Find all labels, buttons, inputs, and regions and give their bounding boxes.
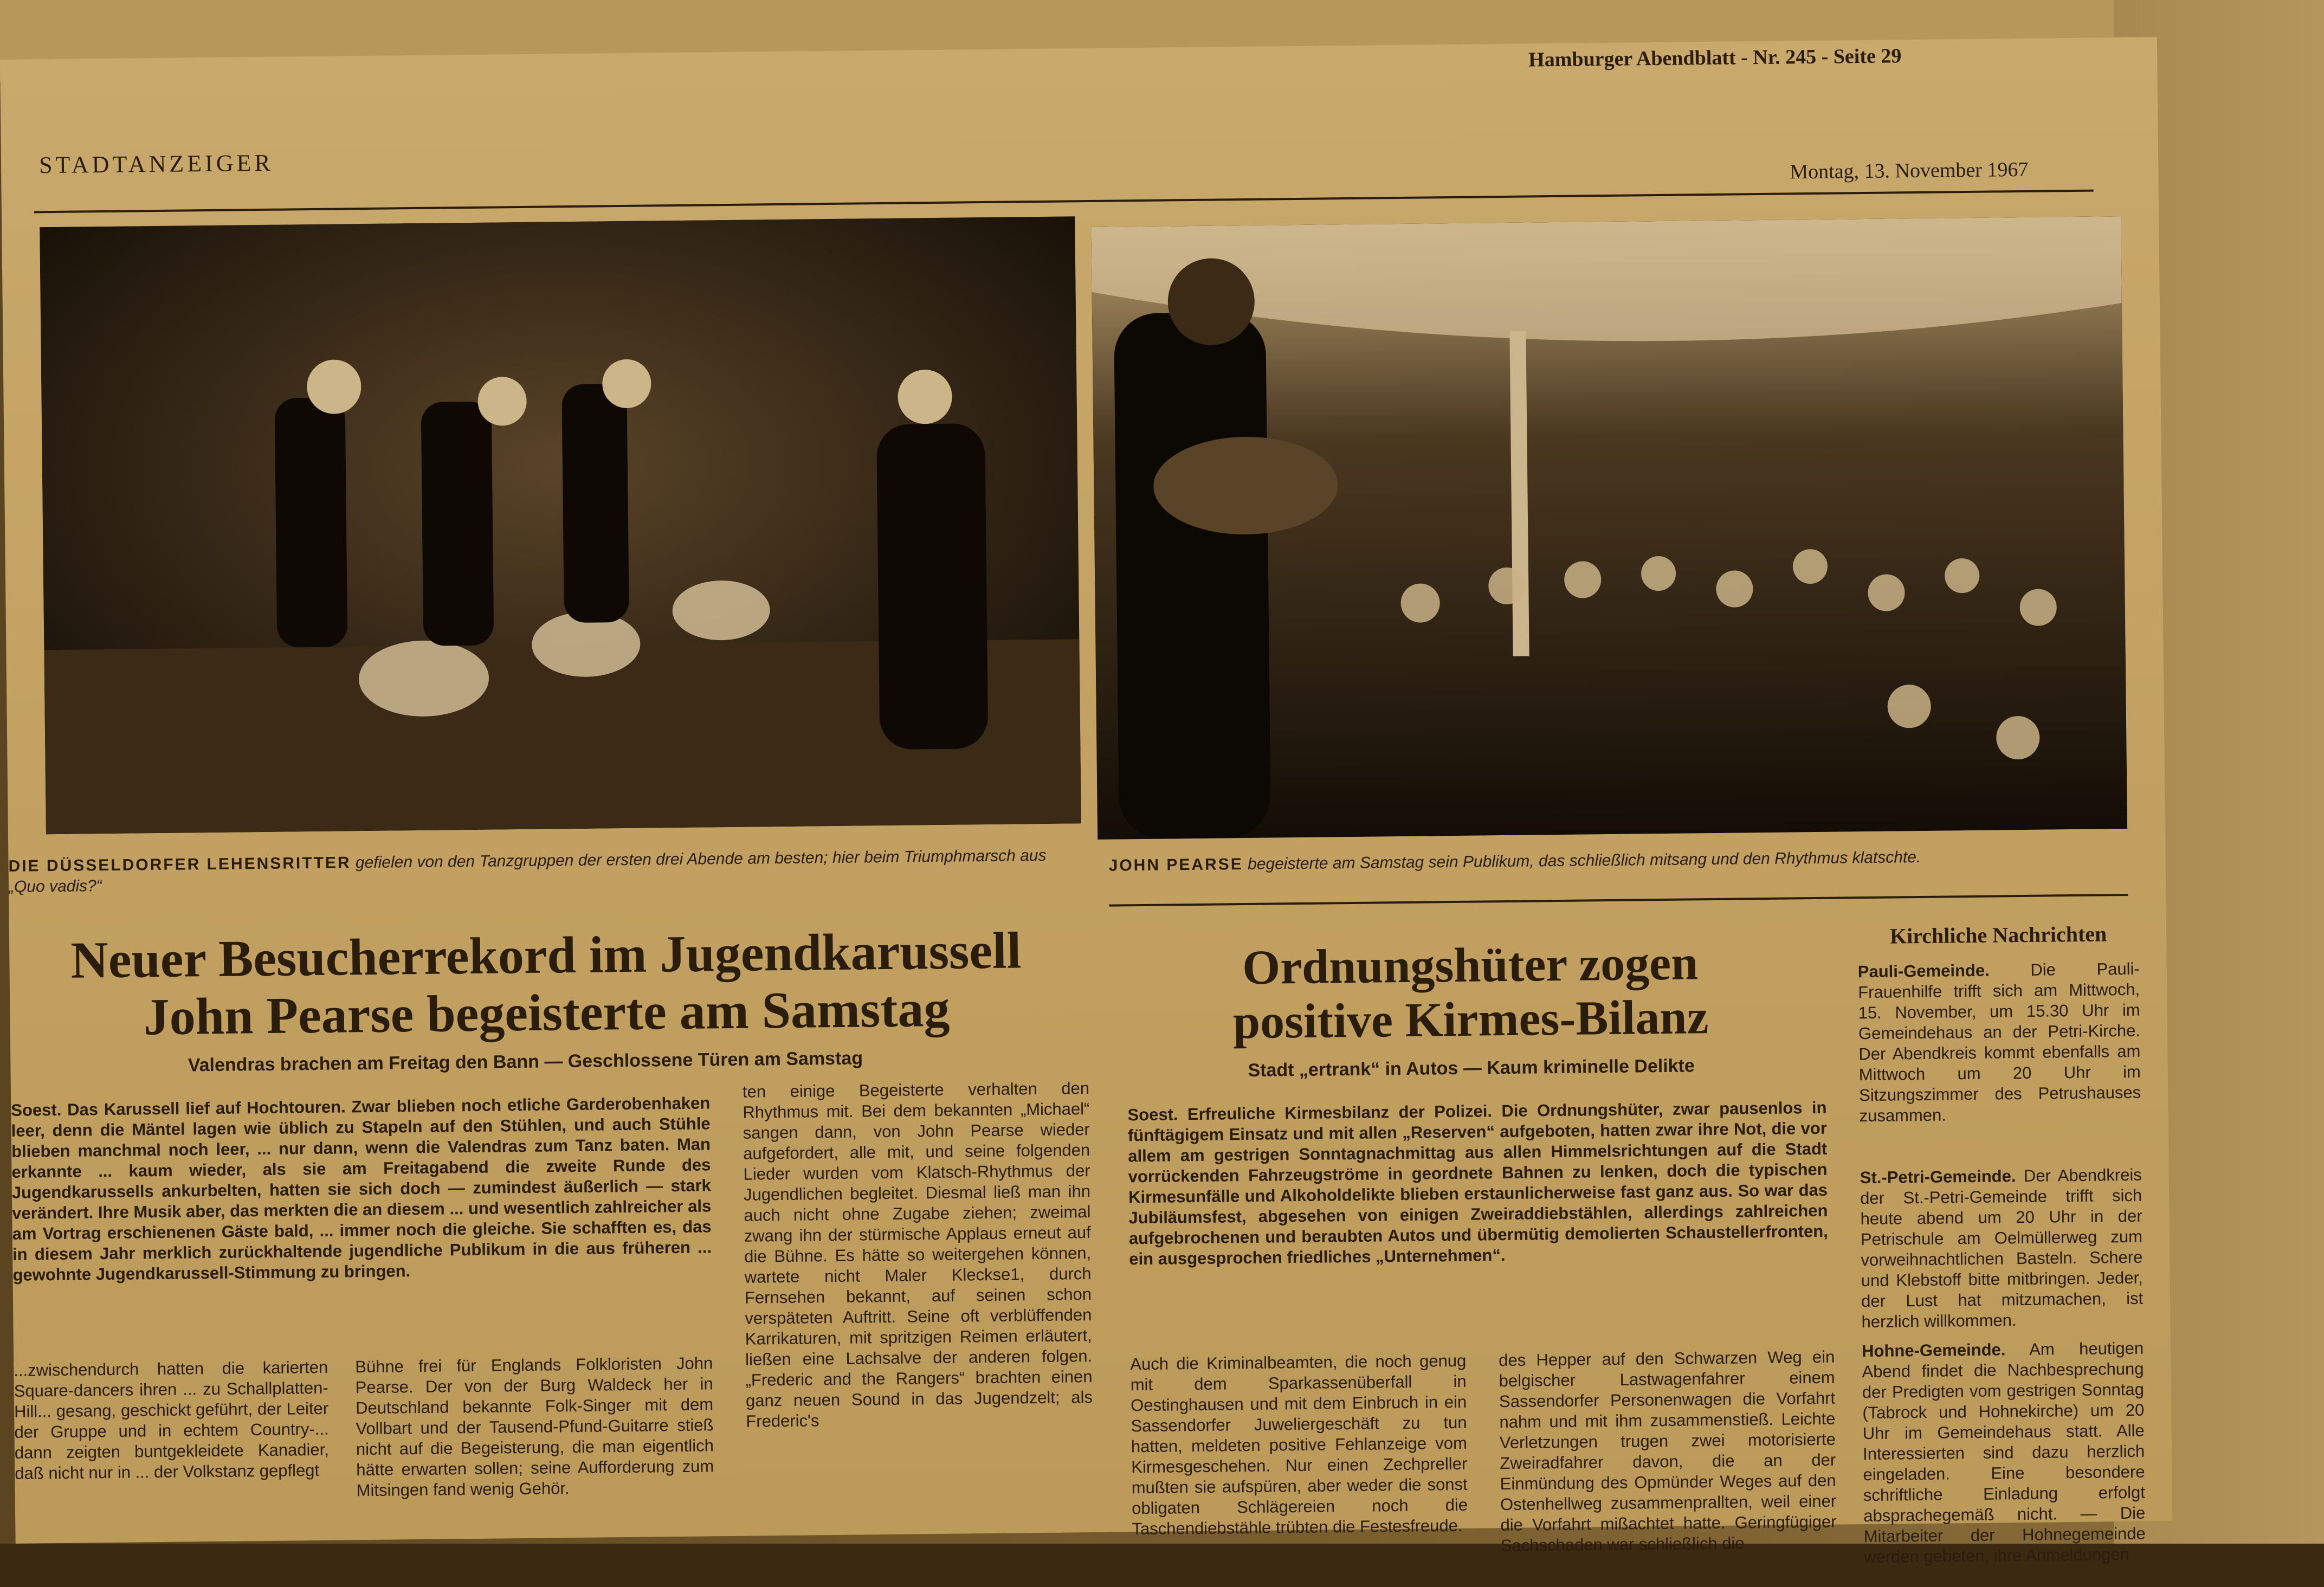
article1-headline [9, 921, 1083, 1047]
caption-left-name: DIE DÜSSELDORFER LEHENSRITTER [8, 854, 351, 875]
caption-right-text: begeisterte am Samstag sein Publikum, das schließlich mitsang und den Rhythmus klatschte. [1247, 848, 1921, 873]
photo-dancers-illustration [40, 216, 1081, 834]
church-hohne-text: Am heutigen Abend findet die Nachbesprechung der Predigten vom gestrigen Sonntag (Tabrock und Hohnekirche) um 20 Uhr im Gemeindehaus statt. Alle Interessierten sind dazu herzlich eingeladen. Eine besondere schriftliche Einladung erfolgt absprachegemäß nicht. — Die Mitarbeiter der Hohnegemeinde werden gebeten, ihre Anmeldungen [1862, 1338, 2146, 1567]
article1-lead: Soest. Das Karussell lief auf Hochtouren. Zwar blieben noch etliche Garderobenhaken leer, denn die Mäntel lagen wie üblich zu Stapeln auf den Stühlen, und auch Stühle blieben manchmal noch leer, ... nur dann, wenn die Valendras zum Tanz baten. Man erkannte ... kaum wieder, als sie am Freitagabend die zweite Runde des Jugendkarussells ankurbelten, hatten sie sich doch — zumindest äußerlich — stark verändert. Ihre Musik aber, das merkten die an diesem ... und wesentlich zahlreicher als am Vortrag erschienenen Gäste bald, ... immer noch die gleiche. Sie schafften es, das in diesem Jahr merklich zurückhaltende jugendliche Publikum in die aus früheren ... gewohnte Jugendkarussell-Stimmung zu bringen. [11, 1093, 712, 1285]
issue-date: Montag, 13. November 1967 [1790, 158, 2029, 184]
church-petri-text: Der Abendkreis der St.-Petri-Gemeinde trifft sich heute abend um 20 Uhr in der Petrischule am Oelmüllerweg zum vorweihnachtlichen Basteln. Schere und Klebstoff bitte mitbringen. Jeder, der Lust hat mitzumachen, ist herzlich willkommen. [1860, 1165, 2144, 1332]
church-pauli-text: Die Pauli-Frauenhilfe trifft sich am Mittwoch, 15. November, um 15.30 Uhr im Gemeindehaus an der Petri-Kirche. Der Abendkreis kommt ebenfalls am Mittwoch um 20 Uhr im Sitzungszimmer des Petrushauses zusammen. [1858, 959, 2141, 1126]
photo-singer-illustration [1091, 216, 2127, 840]
article2-column2: des Hepper auf den Schwarzen Weg ein belgischer Lastwagenfahrer einem Sassendorfer Personenwagen die Vorfahrt nahm und mit ihm zusammenstieß. Leichte Verletzungen trugen zwei motorisierte Zweiradfahrer davon, die an der Einmündung des Opmünder Weges auf den Ostenhellweg zusammenprallten, weil einer die Vorfahrt mißachtet hatte. Geringfügiger Sachschaden war schließlich die [1499, 1347, 1837, 1556]
article2-headline [1109, 935, 1831, 1051]
newspaper-page [0, 37, 2172, 1567]
photo-dancers [40, 216, 1081, 834]
article1-column1: ...zwischendurch hatten die karierten Square-dancers ihren ... zu Schallplatten-Hill... gesang, geschickt geführt, der Leiter der Gruppe und in echtem Country-... dann zeigten buntgekleidete Kanadier, daß nicht nur in ... der Volkstanz gepflegt [14, 1357, 330, 1483]
article2-column1: Auch die Kriminalbeamten, die noch genug mit dem Sparkassenüberfall in Oestinghausen und mit dem Einbruch in ein Sassendorfer Juweliergeschäft zu tun hatten, meldeten positive Fehlanzeige vom Kirmesgeschehen. Nur einen Zechpreller mußten sie aufspüren, aber weder die sonst obligaten Schlägereien noch die Taschendiebstähle trübten die Festesfreude. [1130, 1351, 1468, 1539]
church-news-title: Kirchliche Nachrichten [1889, 921, 2107, 949]
church-hohne-name: Hohne-Gemeinde. [1861, 1340, 2006, 1361]
article1-headline-line1: Neuer Besucherrekord im Jugendkarussell [70, 921, 1022, 989]
article1-headline-line2: John Pearse begeisterte am Samstag [143, 979, 950, 1046]
article1-column2: Bühne frei für Englands Folkloristen John Pearse. Der von der Burg Waldeck her in Deutschland bekannte Folk-Singer mit dem Vollbart und der Tausend-Pfund-Guitarre stieß nicht auf die Begeisterung, die man eigentlich hätte erwarten sollen; seine Aufforderung zum Mitsingen fand wenig Gehör. [355, 1353, 714, 1500]
header-rule [34, 190, 2094, 214]
article-divider [1109, 894, 2128, 907]
article2-lead: Soest. Erfreuliche Kirmesbilanz der Polizei. Die Ordnungshüter, zwar pausenlos in fünftägigem Einsatz und mit allen „Reserven“ aufgeboten, hatten zwar ihre Not, die vor allem am gestrigen Sonntagnachmittag aus allen Himmelsrichtungen auf die Stadt vorrückenden Fahrzeugströme in geordnete Bahnen zu lenken, doch die typischen Kirmesunfälle und Alkoholdelikte blieben erstaunlicherweise fast ganz aus. So war das Jubiläumsfest, abgesehen von einigen Zweiraddiebstählen, allerdings zahlreichen aufgebrochenen und beraubten Autos und übermütig demolierten Schaustellerfronten, ein ausgesprochen friedliches „Unternehmen“. [1127, 1098, 1829, 1269]
article2-headline-line2: positive Kirmes-Bilanz [1232, 990, 1709, 1049]
article2-subhead: Stadt „ertrank“ in Autos — Kaum kriminelle Delikte [1248, 1055, 1695, 1081]
photo-right-caption [1108, 845, 2127, 876]
masthead: Hamburger Abendblatt - Nr. 245 - Seite 29 [1528, 44, 1902, 72]
church-petri-name: St.-Petri-Gemeinde. [1860, 1166, 2016, 1188]
article1-column3: ten einige Begeisterte verhalten den Rhythmus mit. Bei dem bekannten „Michael“ sangen dann, von John Pearse wieder aufgefordert, alle mit, und seine folgenden Lieder wurden vom Klatsch-Rhythmus der Jugendlichen begleitet. Diesmal ließ man ihn auch nicht ohne Zugabe ziehen; zweimal zwang ihn der stürmische Applaus erneut auf die Bühne. Es hätte so weitergehen können, wartete nicht Maler Kleckse1, durch Fernsehen bekannt, auf seinen schon verspäteten Auftritt. Seine oft verblüffenden Karrikaturen, mit spritzigen Reimen erläutert, ließen eine Lachsalve der anderen folgen. „Frederic and the Rangers“ brachten einen ganz neuen Sound in das Jugendzelt; als Frederic's [742, 1079, 1093, 1431]
article2-headline-line1: Ordnungshüter zogen [1242, 936, 1699, 995]
church-pauli-name: Pauli-Gemeinde. [1857, 960, 1990, 982]
article1-subhead: Valendras brachen am Freitag den Bann — Geschlossene Türen am Samstag [188, 1048, 863, 1076]
church-pauli [1858, 959, 2141, 1126]
photo-singer [1091, 216, 2127, 840]
photo-left-caption [8, 845, 1076, 898]
caption-left-text: gefielen von den Tanzgruppen der ersten drei Abende am besten; hier beim Triumphmarsch aus „Quo vadis?“ [8, 846, 1047, 896]
church-petri [1860, 1165, 2144, 1332]
section-title: STADTANZEIGER [38, 149, 274, 179]
church-hohne [1862, 1338, 2146, 1567]
caption-right-name: JOHN PEARSE [1108, 855, 1243, 875]
